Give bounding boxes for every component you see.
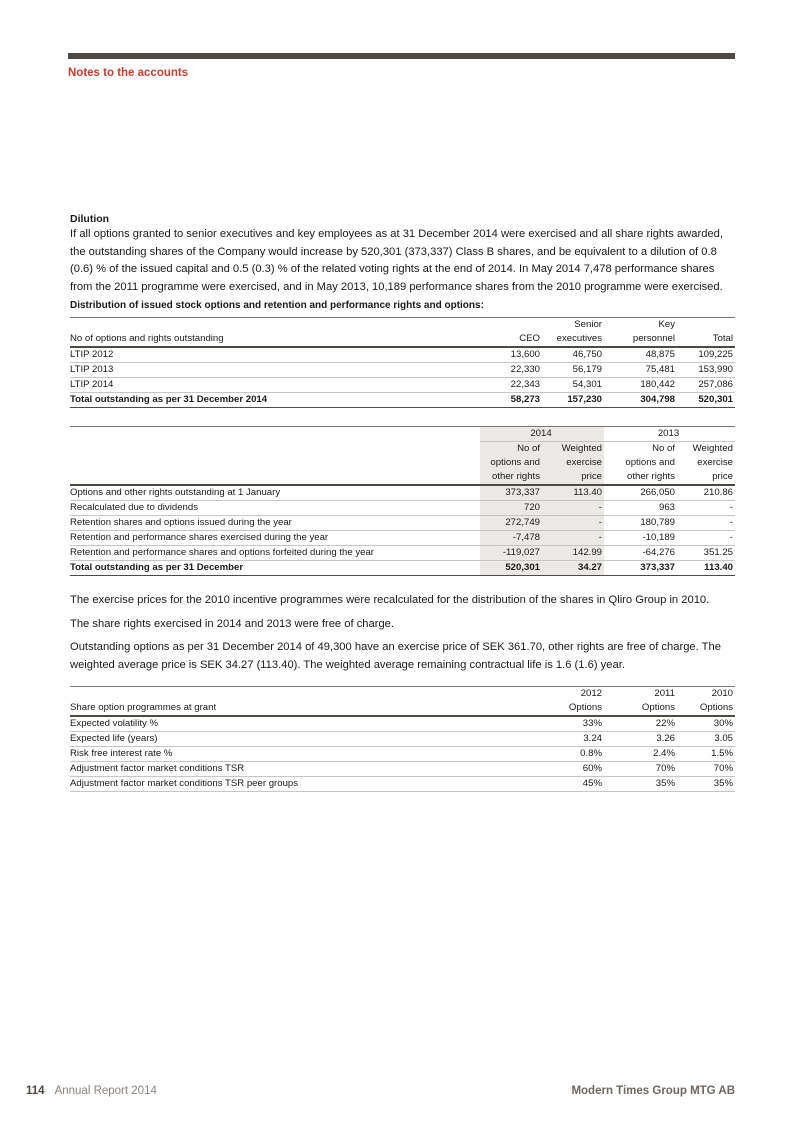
cell-w14: - [542,516,604,531]
total-w14: 34.27 [542,561,604,576]
col-label: No of options and rights outstanding [70,332,480,347]
cell-2011: 3.26 [604,732,677,747]
total-n14: 520,301 [480,561,542,576]
col-label: Share option programmes at grant [70,701,480,716]
cell-2012: 33% [480,716,604,732]
note-exercise-prices: The exercise prices for the 2010 incentive programmes were recalculated for the distribution of the shares in Qliro Group in 2010. [70,594,710,606]
distribution-header-row-2 [70,332,735,347]
cell-key: 48,875 [604,347,677,363]
cell-2011: 70% [604,762,677,777]
total-w13: 113.40 [677,561,735,576]
cell-senior: 56,179 [542,363,604,378]
cell-ceo: 22,343 [480,378,542,393]
cell-w14: 142.99 [542,546,604,561]
row-label: Retention shares and options issued during the year [70,516,480,531]
cell-2010: 70% [677,762,735,777]
cell-key: 75,481 [604,363,677,378]
cell-2010: 35% [677,777,735,792]
options-header-row-2 [70,456,735,470]
cell-w13: - [677,531,735,546]
total-label: Total outstanding as per 31 December 2014 [70,393,480,408]
h-no-3: other rights [480,470,542,485]
row-label: Retention and performance shares exercised during the year [70,531,480,546]
cell-n13: 963 [604,501,677,516]
year-2011: 2011 [604,687,677,702]
table-row [70,546,735,561]
programmes-year-row [70,687,735,702]
cell-n13: 266,050 [604,485,677,501]
total-ceo: 58,273 [480,393,542,408]
cell-n14: 373,337 [480,485,542,501]
h-no-2: options and [625,457,675,468]
row-label: LTIP 2014 [70,378,480,393]
h-no: No of [652,443,675,454]
cell-w14: - [542,531,604,546]
distribution-header-row-1 [70,318,735,333]
cell-w13: - [677,516,735,531]
options-header-row-3 [70,470,735,485]
cell-2010: 3.05 [677,732,735,747]
row-label: Risk free interest rate % [70,747,480,762]
table-row [70,363,735,378]
programmes-table [70,686,735,792]
row-label: LTIP 2013 [70,363,480,378]
h-weighted: Weighted [542,442,604,457]
h-weighted-2: exercise [697,457,733,468]
cell-2012: 0.8% [480,747,604,762]
table-row [70,531,735,546]
cell-w13: - [677,501,735,516]
year-2012: 2012 [480,687,604,702]
cell-n14: -7,478 [480,531,542,546]
table-row [70,347,735,363]
cell-n13: -10,189 [604,531,677,546]
dilution-heading: Dilution [70,213,110,225]
cell-w14: - [542,501,604,516]
table-row [70,378,735,393]
h-no-2: options and [480,456,542,470]
table-row [70,485,735,501]
cell-2012: 3.24 [480,732,604,747]
row-label: Expected volatility % [70,716,480,732]
distribution-table [70,317,735,408]
table-row [70,516,735,531]
col-senior-2: executives [542,332,604,347]
row-label: Options and other rights outstanding at 1 January [70,485,480,501]
total-row [70,393,735,408]
total-key: 304,798 [604,393,677,408]
sub-options: Options [677,701,735,716]
options-table [70,426,735,576]
col-key: Key [604,318,677,333]
year-2014: 2014 [480,427,604,442]
section-title: Notes to the accounts [68,67,189,79]
cell-total: 109,225 [677,347,735,363]
cell-ceo: 13,600 [480,347,542,363]
cell-w13: 210.86 [677,485,735,501]
table-row [70,747,735,762]
col-total: Total [677,332,735,347]
total-senior: 157,230 [542,393,604,408]
note-free-of-charge: The share rights exercised in 2014 and 2013 were free of charge. [70,617,395,630]
total-label: Total outstanding as per 31 December [70,561,480,576]
dilution-text: If all options granted to senior executives and key employees as at 31 December 2014 were exercised and all share rights awarded, the outstanding shares of the Company would increase by 520,301 (373,337) Class B shares, and be equivalent to a dilution of 0.8 (0.6) % of the issued capital and 0.5 (0.3) % of the related voting rights at the end of 2014. In May 2014 7,478 performance shares from the 2011 programme were exercised, and in May 2013, 10,189 performance shares from the 2010 programme were exercised. [70,228,723,293]
table-row [70,732,735,747]
year-2010: 2010 [677,687,735,702]
row-label: Expected life (years) [70,732,480,747]
row-label: Adjustment factor market conditions TSR peer groups [70,777,480,792]
cell-senior: 46,750 [542,347,604,363]
col-senior: Senior [542,318,604,333]
notes-block [70,592,735,674]
h-no: No of [480,442,542,457]
col-ceo: CEO [480,332,542,347]
cell-2012: 60% [480,762,604,777]
h-weighted-3: price [542,470,604,485]
cell-n14: 720 [480,501,542,516]
cell-n13: 180,789 [604,516,677,531]
cell-n13: -64,276 [604,546,677,561]
cell-n14: 272,749 [480,516,542,531]
company-name: Modern Times Group MTG AB [571,1085,735,1097]
cell-2010: 30% [677,716,735,732]
page-number: 114 [26,1085,45,1097]
cell-total: 257,086 [677,378,735,393]
row-label: LTIP 2012 [70,347,480,363]
cell-2011: 35% [604,777,677,792]
cell-senior: 54,301 [542,378,604,393]
page-footer [26,1085,735,1097]
total-row [70,561,735,576]
row-label: Adjustment factor market conditions TSR [70,762,480,777]
row-label: Recalculated due to dividends [70,501,480,516]
h-weighted-2: exercise [542,456,604,470]
h-weighted-3: price [677,470,735,485]
row-label: Retention and performance shares and options forfeited during the year [70,546,480,561]
cell-2011: 2.4% [604,747,677,762]
h-no-3: other rights [604,470,677,485]
sub-options: Options [480,701,604,716]
options-header-row-1 [70,442,735,457]
cell-2012: 45% [480,777,604,792]
distribution-subheading: Distribution of issued stock options and retention and performance rights and options: [70,300,484,311]
col-key-2: personnel [604,332,677,347]
cell-2010: 1.5% [677,747,735,762]
cell-w13: 351.25 [677,546,735,561]
total-n13: 373,337 [604,561,677,576]
page-content [70,212,735,792]
cell-w14: 113.40 [542,485,604,501]
total-total: 520,301 [677,393,735,408]
table-row [70,762,735,777]
h-weighted: Weighted [692,443,733,454]
table-row [70,777,735,792]
options-year-row [70,427,735,442]
table-row [70,716,735,732]
cell-n14: -119,027 [480,546,542,561]
cell-2011: 22% [604,716,677,732]
report-title: Annual Report 2014 [54,1085,157,1097]
programmes-header-row [70,701,735,716]
sub-options: Options [604,701,677,716]
cell-total: 153,990 [677,363,735,378]
note-outstanding-options: Outstanding options as per 31 December 2014 of 49,300 have an exercise price of SEK 361.70, other rights are free of charge. The weighted average price is SEK 34.27 (113.40). The weighted average remaining contractual life is 1.6 (1.6) year. [70,641,721,671]
header-rule [68,53,735,59]
year-2013: 2013 [604,427,735,442]
cell-key: 180,442 [604,378,677,393]
cell-ceo: 22,330 [480,363,542,378]
table-row [70,501,735,516]
